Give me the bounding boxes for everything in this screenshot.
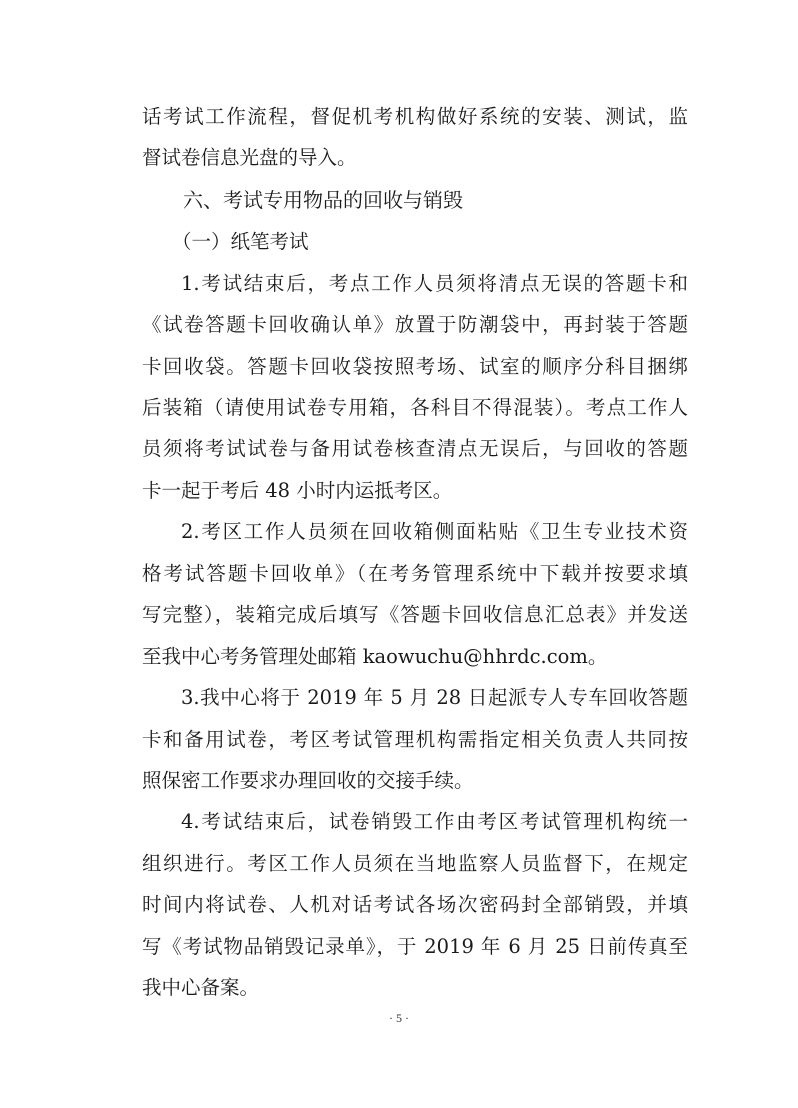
- page-number: · 5 ·: [389, 1011, 409, 1025]
- paragraph-line: 时间内将试卷、人机对话考试各场次密码封全部销毁，并填: [142, 893, 688, 916]
- paragraph-line: 卡一起于考后 48 小时内运抵考区。: [142, 479, 453, 502]
- paragraph-line: 4.考试结束后，试卷销毁工作由考区考试管理机构统一: [181, 810, 688, 833]
- subsection-heading: （一）纸笔考试: [172, 230, 309, 253]
- paragraph-line: 写完整），装箱完成后填写《答题卡回收信息汇总表》并发送: [142, 603, 688, 626]
- paragraph-line: 督试卷信息光盘的导入。: [142, 146, 357, 169]
- paragraph-line: 组织进行。考区工作人员须在当地监察人员监督下，在规定: [142, 852, 688, 875]
- paragraph-line: 卡回收袋。答题卡回收袋按照考场、试室的顺序分科目捆绑: [142, 355, 688, 378]
- paragraph-line: 照保密工作要求办理回收的交接手续。: [142, 769, 474, 792]
- paragraph-line: 格考试答题卡回收单》（在考务管理系统中下载并按要求填: [142, 562, 688, 585]
- paragraph-line: 写《考试物品销毁记录单》，于 2019 年 6 月 25 日前传真至: [142, 935, 688, 958]
- paragraph-line: 至我中心考务管理处邮箱 kaowuchu@hhrdc.com。: [142, 645, 608, 668]
- paragraph-line: 卡和备用试卷，考区考试管理机构需指定相关负责人共同按: [142, 728, 688, 751]
- paragraph-line: 3.我中心将于 2019 年 5 月 28 日起派专人专车回收答题: [181, 686, 688, 709]
- paragraph-line: 2.考区工作人员须在回收箱侧面粘贴《卫生专业技术资: [181, 520, 688, 543]
- paragraph-line: 1.考试结束后，考点工作人员须将清点无误的答题卡和: [181, 272, 688, 295]
- paragraph-line: 话考试工作流程，督促机考机构做好系统的安装、测试，监: [142, 105, 688, 128]
- paragraph-line: 我中心备案。: [142, 976, 260, 999]
- paragraph-line: 《试卷答题卡回收确认单》放置于防潮袋中，再封装于答题: [142, 313, 688, 336]
- paragraph-line: 后装箱（请使用试卷专用箱，各科目不得混装）。考点工作人: [142, 396, 688, 419]
- section-heading: 六、考试专用物品的回收与销毁: [183, 188, 463, 212]
- paragraph-line: 员须将考试试卷与备用试卷核查清点无误后，与回收的答题: [142, 437, 688, 460]
